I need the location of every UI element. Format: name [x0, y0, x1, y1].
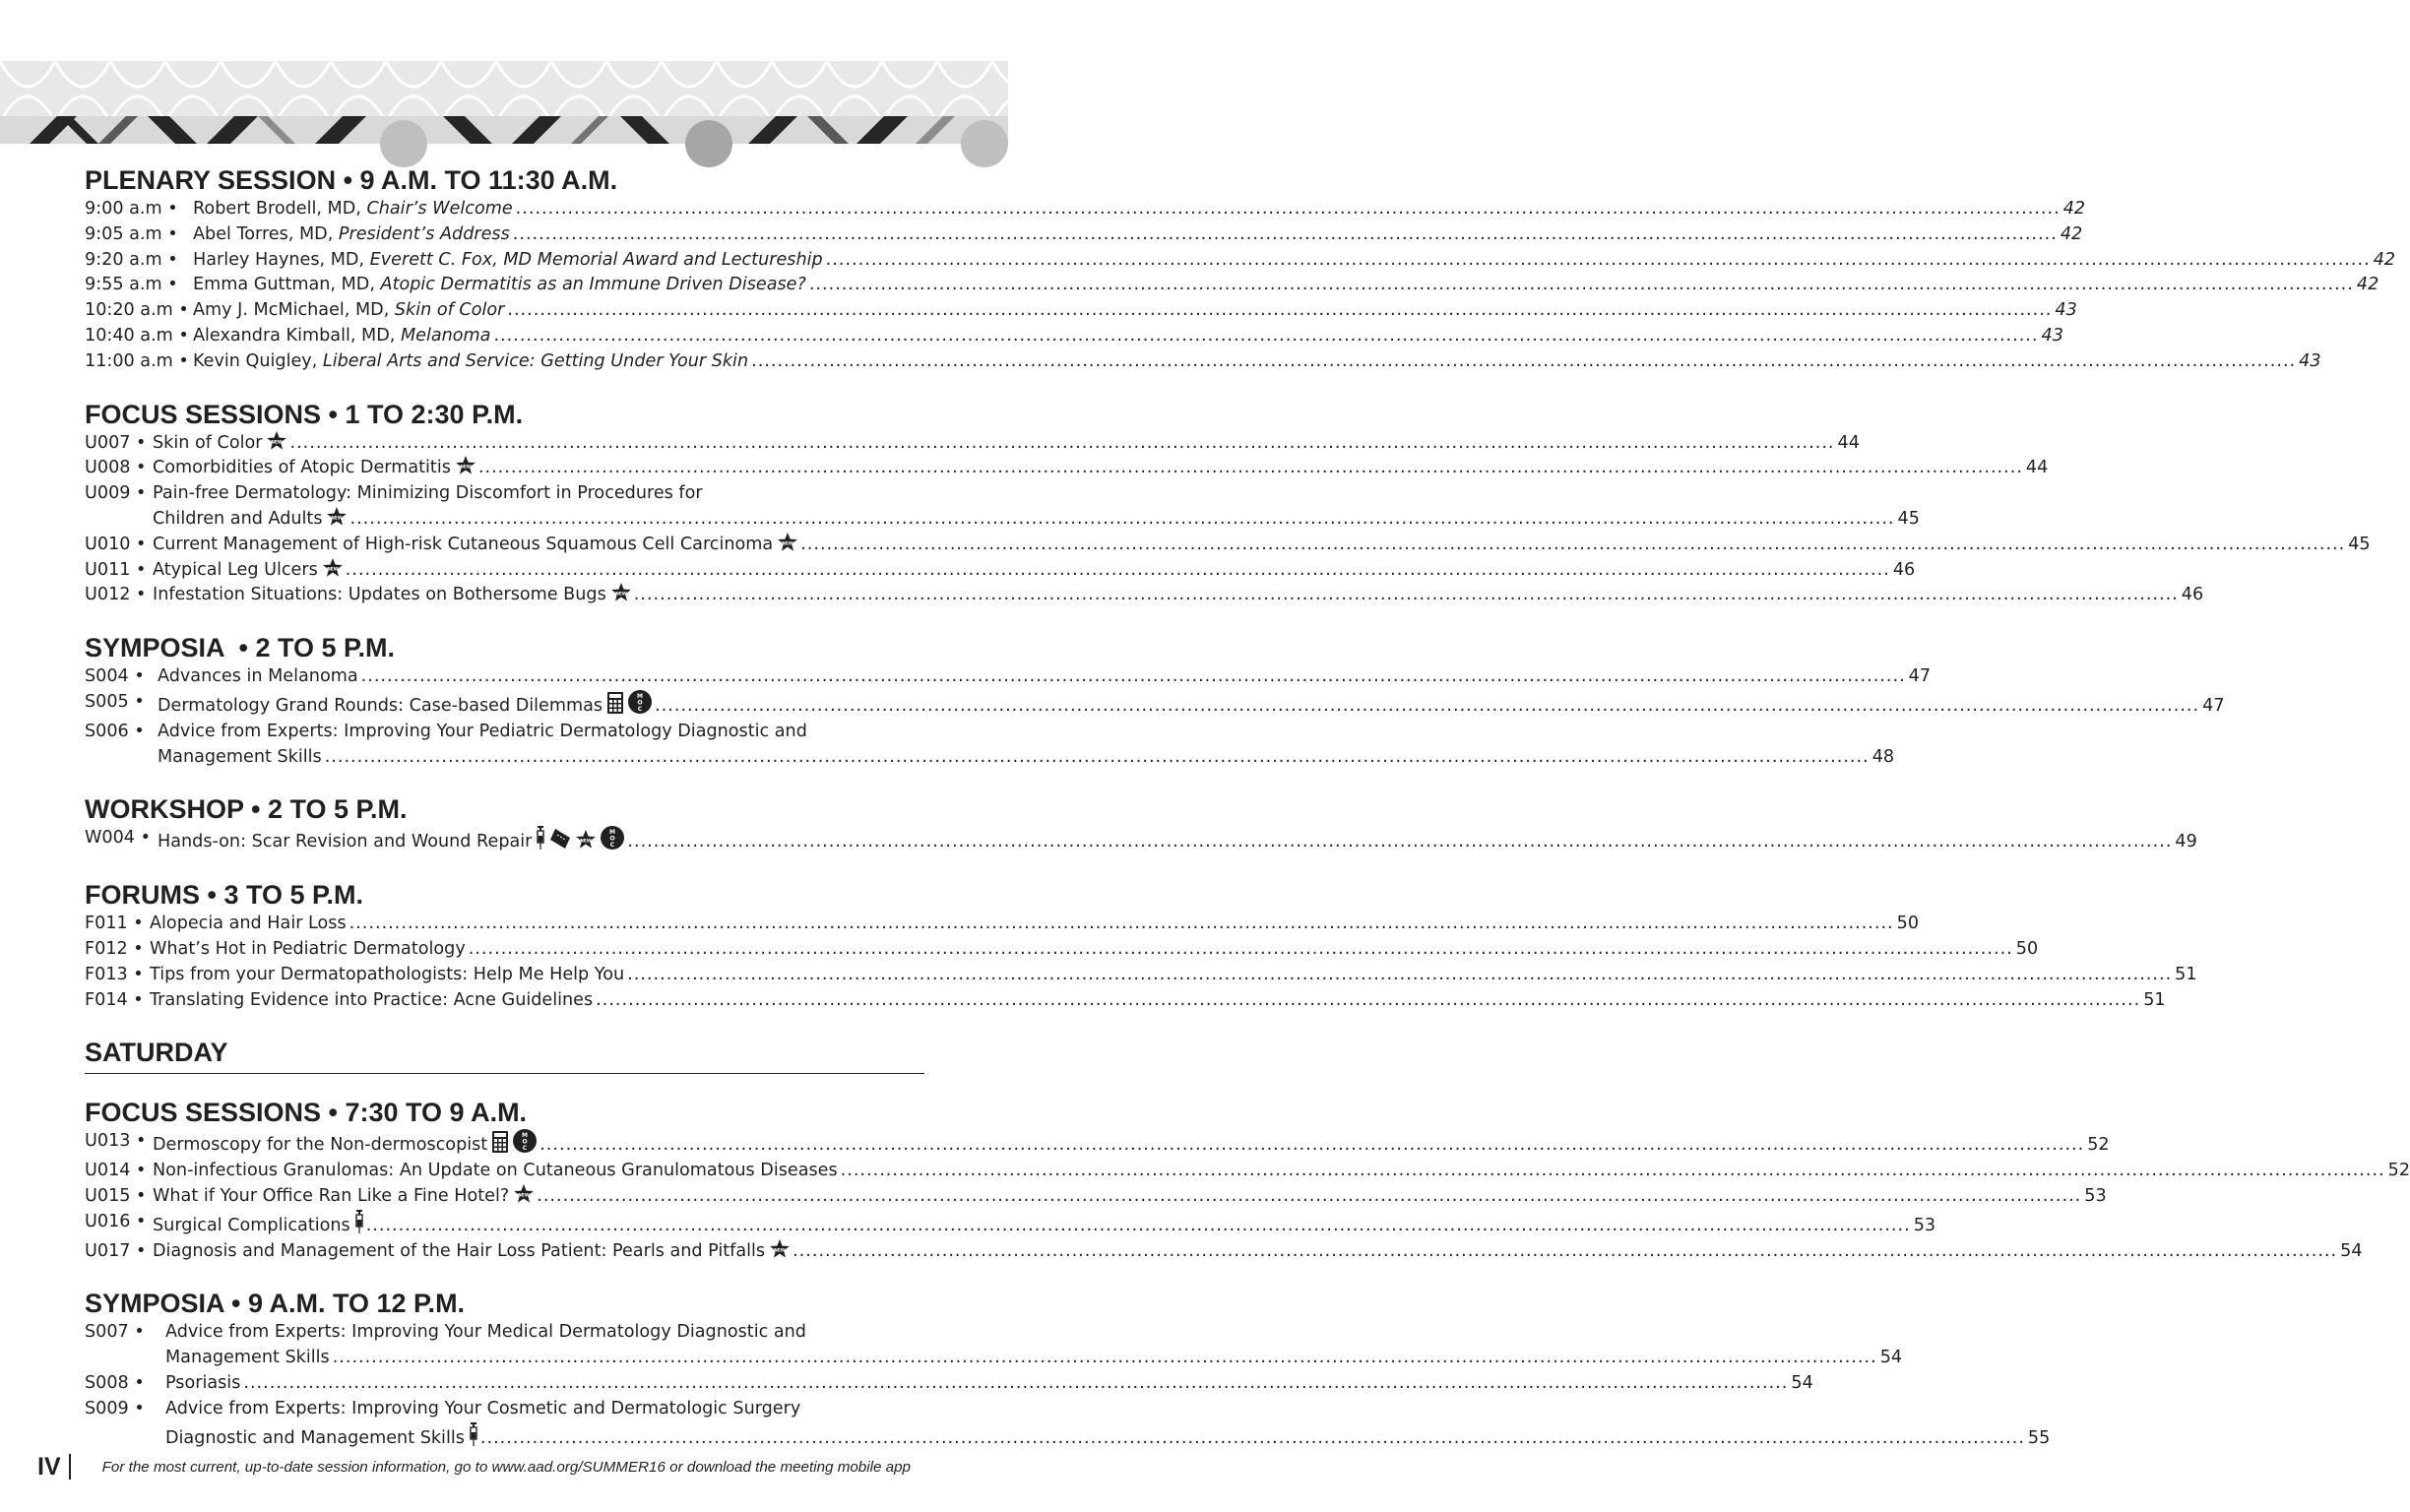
new-star-icon: [611, 583, 631, 602]
moc-letter-m: M: [637, 692, 644, 700]
new-badge-label: NEW: [782, 541, 793, 547]
moc-letter-c: C: [523, 1145, 528, 1153]
focus-sessions-section: [85, 398, 2371, 609]
list-item[interactable]: U009 • Pain-free Dermatology: Minimizing Discomfort in Procedures for Children and Adults NEW ..... 45: [85, 481, 924, 533]
focus-sessions-section: [85, 1096, 2410, 1264]
list-item[interactable]: 10:40 a.m • Alexandra Kimball, MD, Melanoma ..... 43: [85, 324, 924, 349]
new-star-icon: [267, 431, 286, 451]
new-star-icon: [323, 558, 343, 578]
list-item[interactable]: F013 • Tips from your Dermatopathologists: Help Me Help You ..... 51: [85, 963, 924, 988]
list-item[interactable]: U013 • Dermoscopy for the Non-dermoscopist M O C ..... 52: [85, 1129, 924, 1159]
new-badge-label: NEW: [327, 567, 339, 573]
section-title: FORUMS • 3 TO 5 P.M.: [85, 880, 364, 911]
moc-circle-icon: [628, 690, 652, 714]
new-star-icon: [456, 456, 476, 475]
session-index: [85, 163, 2410, 1474]
list-item[interactable]: U010 • Current Management of High-risk Cutaneous Squamous Cell Carcinoma NEW ..... 45: [85, 533, 924, 558]
list-item[interactable]: U017 • Diagnosis and Management of the Hair Loss Patient: Pearls and Pitfalls NEW ..... 54: [85, 1239, 924, 1265]
moc-circle-icon: [513, 1129, 537, 1153]
section-title: FOCUS SESSIONS • 1 TO 2:30 P.M.: [85, 399, 524, 429]
syringe-icon: [355, 1210, 363, 1233]
symposia-section: [85, 631, 2225, 770]
list-item[interactable]: F014 • Translating Evidence into Practice: Acne Guidelines ..... 51: [85, 988, 924, 1014]
symposia-section: [85, 1287, 2051, 1451]
new-star-icon: [576, 830, 596, 850]
list-item[interactable]: 9:55 a.m • Emma Guttman, MD, Atopic Dermatitis as an Immune Driven Disease? ..... 42: [85, 273, 924, 298]
list-item[interactable]: S007 • Advice from Experts: Improving Your Medical Dermatology Diagnostic and Management Skills ..... 54: [85, 1320, 924, 1371]
section-title: FOCUS SESSIONS • 7:30 TO 9 A.M.: [85, 1098, 528, 1128]
section-title: SYMPOSIA • 2 TO 5 P.M.: [85, 633, 396, 663]
new-star-icon: [778, 533, 797, 552]
syringe-icon: [537, 826, 544, 850]
moc-letter-c: C: [610, 842, 615, 850]
list-item[interactable]: S004 • Advances in Melanoma ..... 47: [85, 664, 924, 690]
footer-note: For the most current, up-to-date session information, go to www.aad.org/SUMMER16 or download the meeting mobile app: [101, 1458, 912, 1476]
moc-letter-o: O: [637, 699, 643, 707]
plenary-section: [85, 163, 2396, 375]
day-heading: SATURDAY: [85, 1036, 924, 1074]
workshop-section: [85, 792, 2197, 855]
list-item[interactable]: S006 • Advice from Experts: Improving Your Pediatric Dermatology Diagnostic and Management Skills ..... 48: [85, 720, 924, 771]
new-star-icon: [327, 507, 347, 527]
new-badge-label: NEW: [331, 516, 344, 522]
list-item[interactable]: 10:20 a.m • Amy J. McMichael, MD, Skin of Color ..... 43: [85, 298, 924, 324]
section-title: WORKSHOP • 2 TO 5 P.M.: [85, 794, 408, 825]
ticket-icon: [549, 828, 571, 850]
list-item[interactable]: U016 • Surgical Complications ..... 53: [85, 1210, 924, 1239]
section-title: SYMPOSIA • 9 A.M. TO 12 P.M.: [85, 1289, 466, 1319]
moc-letter-c: C: [637, 705, 643, 713]
list-item[interactable]: S009 • Advice from Experts: Improving Your Cosmetic and Dermatologic Surgery Diagnostic and Management Skills ..... 55: [85, 1397, 924, 1452]
moc-letter-m: M: [609, 829, 616, 837]
list-item[interactable]: U015 • What if Your Office Ran Like a Fine Hotel? NEW ..... 53: [85, 1184, 924, 1210]
moc-letter-m: M: [522, 1132, 529, 1140]
list-item[interactable]: W004 • Hands-on: Scar Revision and Wound Repair NEW M O C ..... 49: [85, 826, 924, 855]
page-footer: [37, 1454, 983, 1480]
list-item[interactable]: F012 • What’s Hot in Pediatric Dermatology ..... 50: [85, 937, 924, 963]
forums-section: [85, 878, 2197, 1013]
list-item[interactable]: U007 • Skin of Color NEW ..... 44: [85, 431, 924, 457]
page-number: IV: [37, 1454, 71, 1480]
moc-letter-o: O: [522, 1138, 528, 1146]
list-item[interactable]: 9:20 a.m • Harley Haynes, MD, Everett C. Fox, MD Memorial Award and Lectureship ..... 42: [85, 248, 924, 274]
syringe-icon: [470, 1422, 477, 1446]
list-item[interactable]: U012 • Infestation Situations: Updates on Bothersome Bugs NEW ..... 46: [85, 583, 924, 608]
list-item[interactable]: 9:05 a.m • Abel Torres, MD, President’s Address ..... 42: [85, 222, 924, 248]
new-star-icon: [514, 1184, 534, 1204]
header-banner: [0, 61, 1008, 144]
list-item[interactable]: F011 • Alopecia and Hair Loss ..... 50: [85, 912, 924, 937]
list-item[interactable]: U014 • Non-infectious Granulomas: An Update on Cutaneous Granulomatous Diseases ..... 52: [85, 1159, 924, 1184]
calculator-icon: [492, 1131, 508, 1153]
new-star-icon: [770, 1239, 790, 1259]
new-badge-label: NEW: [774, 1248, 786, 1254]
moc-letter-o: O: [609, 835, 615, 843]
new-badge-label: NEW: [614, 592, 627, 598]
list-item[interactable]: U008 • Comorbidities of Atopic Dermatitis NEW ..... 44: [85, 456, 924, 481]
new-badge-label: NEW: [580, 839, 593, 845]
new-badge-label: NEW: [271, 440, 284, 446]
calculator-icon: [607, 692, 623, 714]
moc-circle-icon: [601, 826, 624, 850]
new-badge-label: NEW: [460, 465, 472, 471]
list-item[interactable]: 11:00 a.m • Kevin Quigley, Liberal Arts and Service: Getting Under Your Skin ..... 43: [85, 349, 924, 375]
list-item[interactable]: 9:00 a.m • Robert Brodell, MD, Chair’s Welcome ..... 42: [85, 197, 924, 222]
new-badge-label: NEW: [518, 1193, 530, 1199]
section-title: PLENARY SESSION • 9 A.M. TO 11:30 A.M.: [85, 165, 618, 195]
list-item[interactable]: S005 • Dermatology Grand Rounds: Case-based Dilemmas M O C ..... 47: [85, 690, 924, 720]
list-item[interactable]: U011 • Atypical Leg Ulcers NEW ..... 46: [85, 558, 924, 584]
list-item[interactable]: S008 • Psoriasis ..... 54: [85, 1371, 924, 1397]
